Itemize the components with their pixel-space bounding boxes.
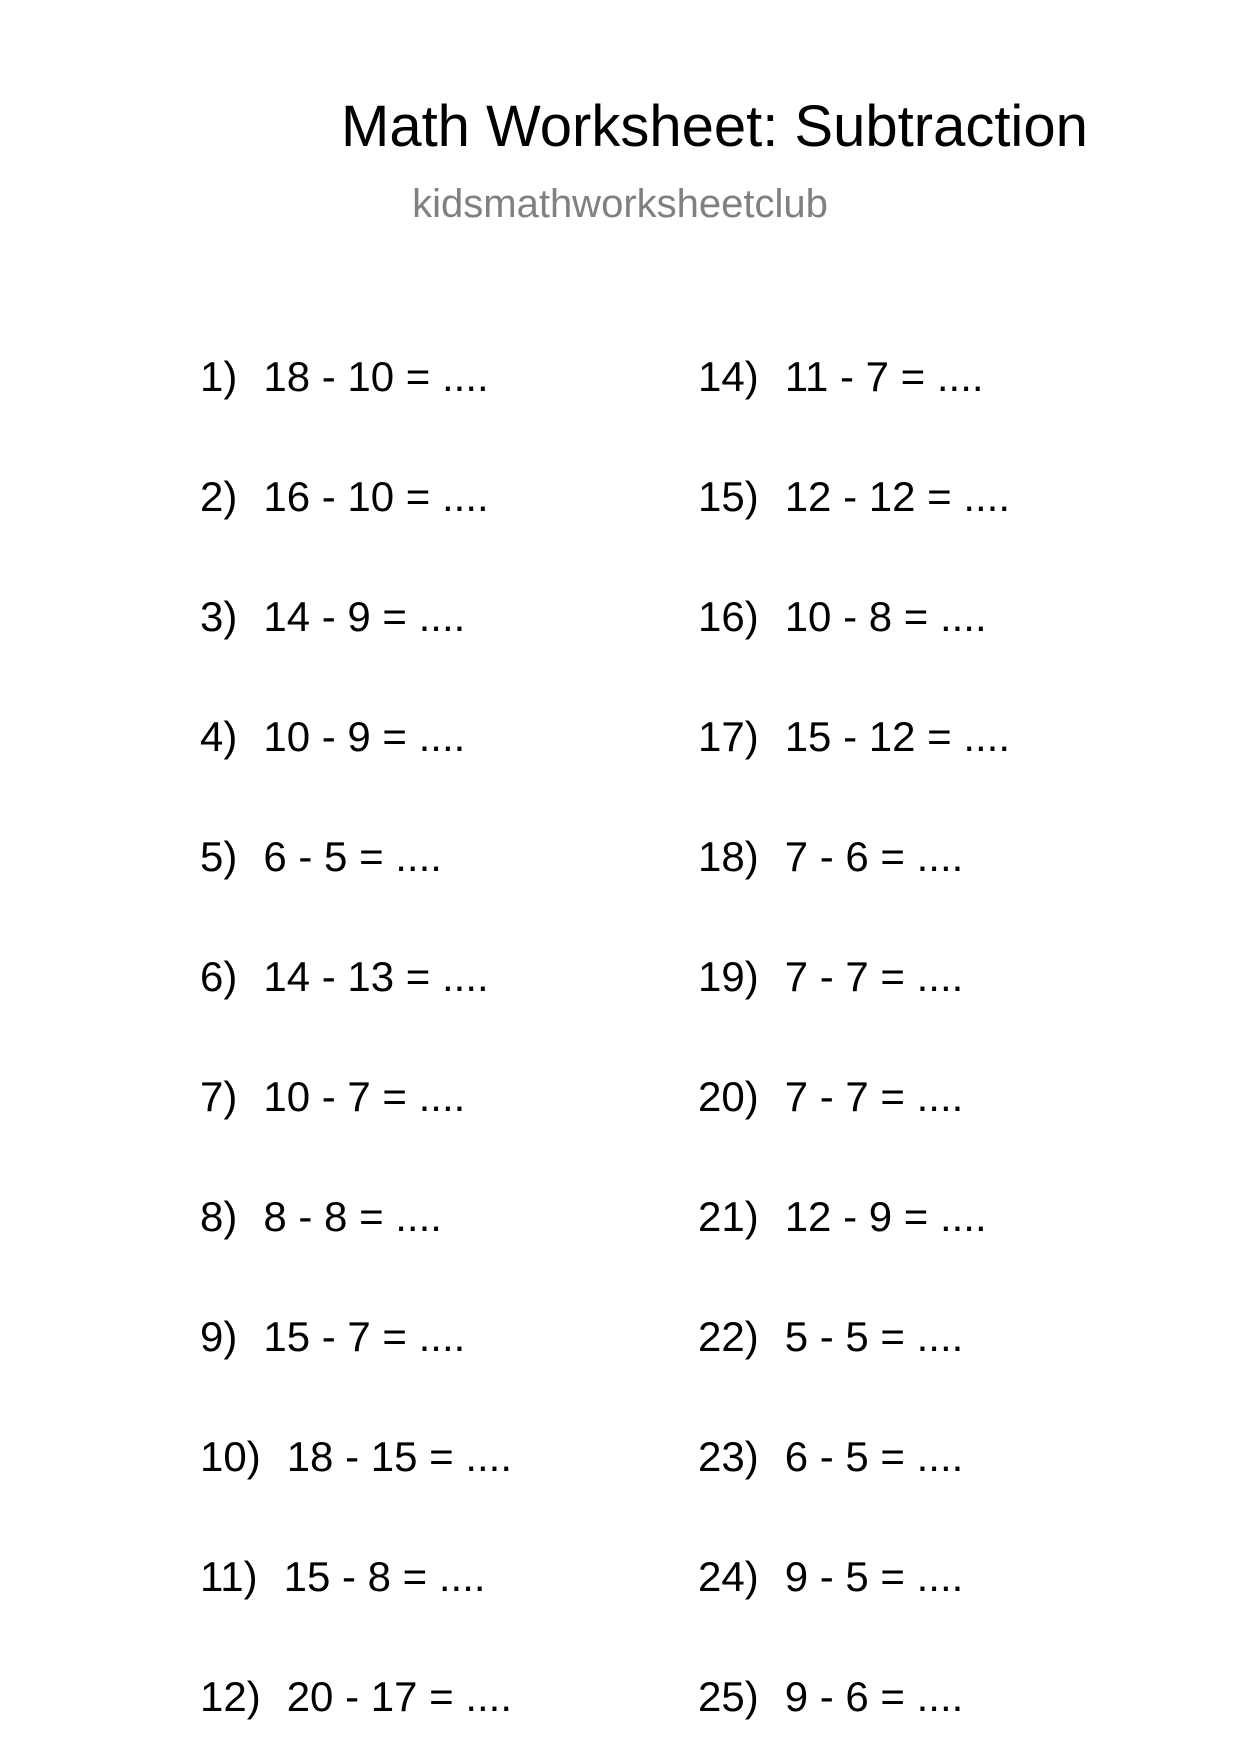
- problem-number: 5): [200, 833, 238, 880]
- problem-expression: 14 - 13 = ....: [263, 953, 489, 1000]
- problem-20: [698, 1073, 964, 1120]
- problem-number: 1): [200, 353, 238, 400]
- problem-9: [200, 1313, 466, 1360]
- problem-21: [698, 1193, 987, 1240]
- problem-24: [698, 1553, 964, 1600]
- problem-expression: 6 - 5 = ....: [784, 1433, 964, 1480]
- problem-number: 23): [698, 1433, 759, 1480]
- problem-expression: 10 - 8 = ....: [784, 593, 987, 640]
- problem-number: 25): [698, 1673, 759, 1720]
- problem-number: 16): [698, 593, 759, 640]
- problem-11: [200, 1553, 486, 1600]
- problem-number: 6): [200, 953, 238, 1000]
- problem-number: 22): [698, 1313, 759, 1360]
- problem-number: 15): [698, 473, 759, 520]
- problem-17: [698, 713, 1011, 760]
- problem-number: 10): [200, 1433, 261, 1480]
- problem-number: 3): [200, 593, 238, 640]
- problem-number: 24): [698, 1553, 759, 1600]
- problem-7: [200, 1073, 466, 1120]
- problem-14: [698, 353, 984, 400]
- problem-16: [698, 593, 987, 640]
- problem-number: 8): [200, 1193, 238, 1240]
- problem-expression: 18 - 10 = ....: [263, 353, 489, 400]
- problem-number: 4): [200, 713, 238, 760]
- problem-number: 19): [698, 953, 759, 1000]
- problem-2: [200, 473, 489, 520]
- problem-expression: 15 - 12 = ....: [784, 713, 1011, 760]
- problem-number: 2): [200, 473, 238, 520]
- problem-23: [698, 1433, 964, 1480]
- problem-number: 9): [200, 1313, 238, 1360]
- problem-number: 17): [698, 713, 759, 760]
- problem-expression: 15 - 8 = ....: [283, 1553, 486, 1600]
- problem-expression: 10 - 7 = ....: [263, 1073, 466, 1120]
- problem-expression: 10 - 9 = ....: [263, 713, 466, 760]
- problem-1: [200, 353, 489, 400]
- problem-expression: 8 - 8 = ....: [263, 1193, 442, 1240]
- problem-expression: 11 - 7 = ....: [784, 353, 984, 400]
- problem-expression: 15 - 7 = ....: [263, 1313, 466, 1360]
- problem-12: [200, 1673, 513, 1720]
- problem-number: 11): [200, 1553, 258, 1600]
- problem-25: [698, 1673, 964, 1720]
- problem-expression: 9 - 5 = ....: [784, 1553, 964, 1600]
- problem-expression: 6 - 5 = ....: [263, 833, 442, 880]
- problem-number: 14): [698, 353, 759, 400]
- problem-expression: 5 - 5 = ....: [784, 1313, 964, 1360]
- problem-10: [200, 1433, 513, 1480]
- problem-number: 21): [698, 1193, 759, 1240]
- problem-number: 7): [200, 1073, 238, 1120]
- worksheet-subtitle: kidsmathworksheetclub: [412, 182, 828, 226]
- problem-number: 12): [200, 1673, 261, 1720]
- problem-18: [698, 833, 964, 880]
- problem-expression: 12 - 12 = ....: [784, 473, 1011, 520]
- problem-22: [698, 1313, 964, 1360]
- problem-expression: 20 - 17 = ....: [286, 1673, 513, 1720]
- problem-expression: 7 - 7 = ....: [784, 1073, 964, 1120]
- problem-expression: 14 - 9 = ....: [263, 593, 466, 640]
- problem-6: [200, 953, 489, 1000]
- worksheet-title: Math Worksheet: Subtraction: [341, 94, 1088, 159]
- problem-15: [698, 473, 1011, 520]
- problem-5: [200, 833, 442, 880]
- problem-number: 18): [698, 833, 759, 880]
- problem-expression: 7 - 6 = ....: [784, 833, 964, 880]
- problem-8: [200, 1193, 442, 1240]
- problem-expression: 16 - 10 = ....: [263, 473, 489, 520]
- problem-3: [200, 593, 466, 640]
- problem-expression: 9 - 6 = ....: [784, 1673, 964, 1720]
- problem-expression: 12 - 9 = ....: [784, 1193, 987, 1240]
- problem-4: [200, 713, 466, 760]
- problem-expression: 18 - 15 = ....: [286, 1433, 513, 1480]
- problem-19: [698, 953, 964, 1000]
- problem-number: 20): [698, 1073, 759, 1120]
- problem-expression: 7 - 7 = ....: [784, 953, 964, 1000]
